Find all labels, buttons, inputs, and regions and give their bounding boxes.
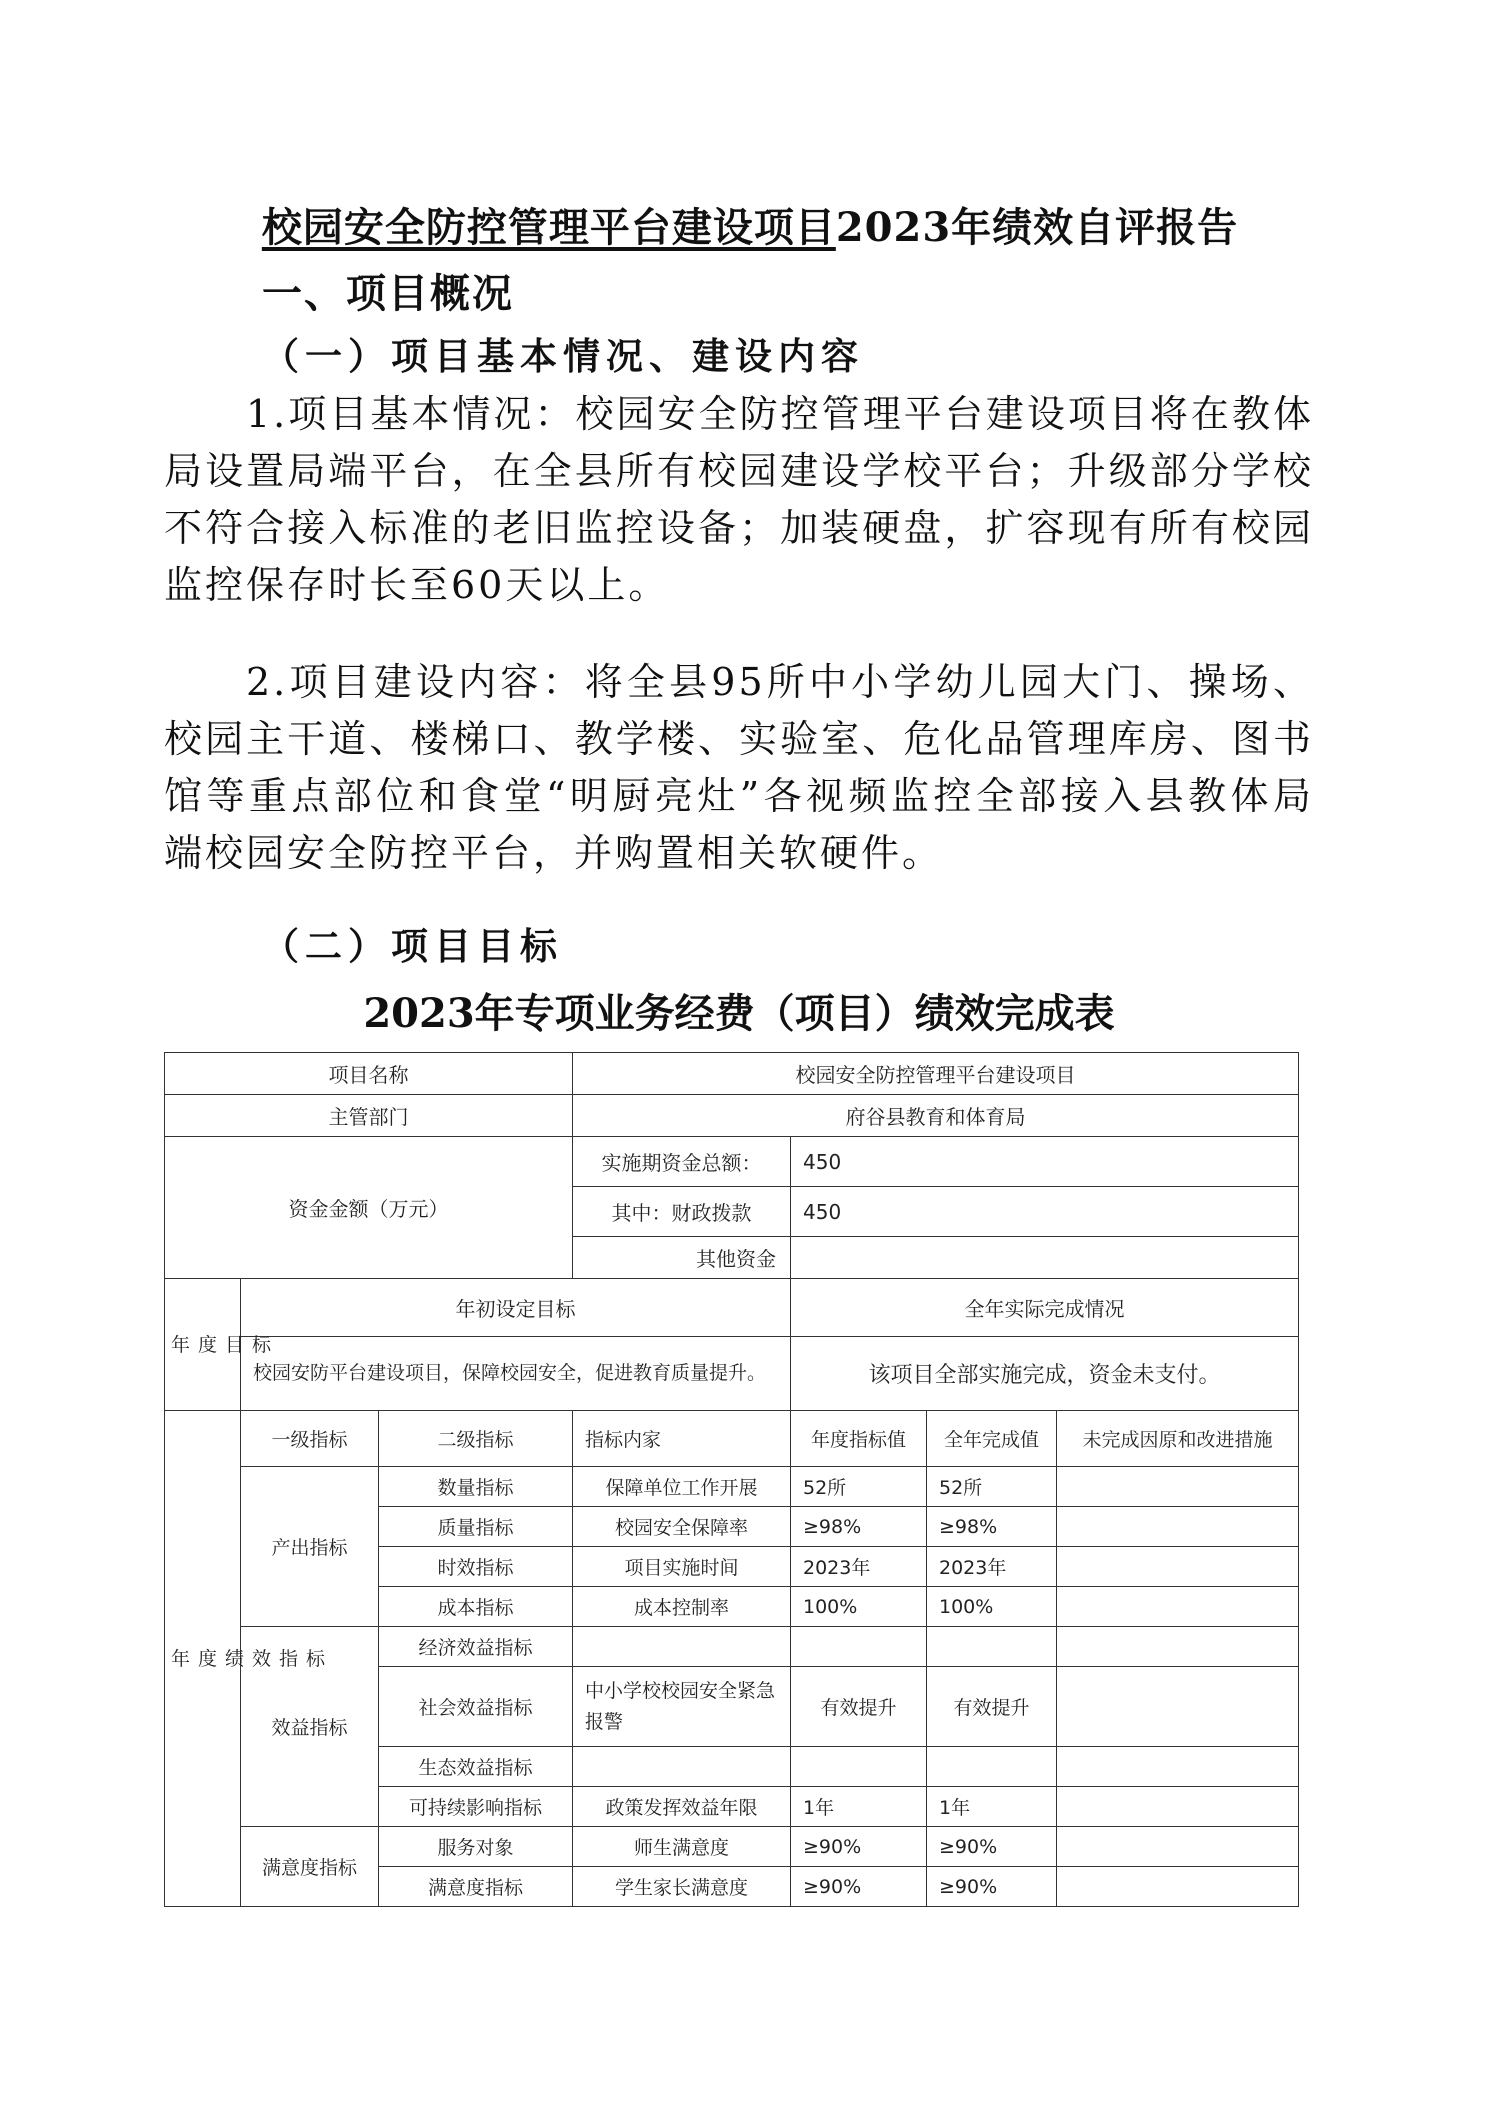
header-note: 未完成因原和改进措施 [1057,1411,1299,1467]
initial-goal-header: 年初设定目标 [241,1279,791,1337]
note-cell [1057,1827,1299,1867]
content-cell: 师生满意度 [573,1827,791,1867]
note-cell [1057,1667,1299,1747]
department-label: 主管部门 [165,1095,573,1137]
project-name-value: 校园安全防控管理平台建设项目 [573,1053,1299,1095]
row-goal-content [165,1337,1299,1411]
annual-goal-label: 年度目标 [165,1279,241,1411]
level2-cell: 满意度指标 [379,1867,573,1907]
actual-cell: 有效提升 [927,1667,1057,1747]
target-cell: 2023年 [791,1547,927,1587]
note-cell [1057,1507,1299,1547]
project-name-label: 项目名称 [165,1053,573,1095]
funds-fiscal-value: 450 [791,1187,1299,1237]
paragraph-basic-info: 1.项目基本情况：校园安全防控管理平台建设项目将在教体局设置局端平台，在全县所有校园建设学校平台；升级部分学校不符合接入标准的老旧监控设备；加装硬盘，扩容现有所有校园监控保存时长至60天以上。 [164,392,1314,607]
actual-cell: 52所 [927,1467,1057,1507]
indicators-label: 年度绩效指标 [165,1411,241,1907]
content-cell: 保障单位工作开展 [573,1467,791,1507]
report-title [200,196,1300,253]
actual-cell [927,1627,1057,1667]
section-heading-overview: 一、项目概况 [262,270,514,317]
funds-total-value: 450 [791,1137,1299,1187]
level2-cell: 成本指标 [379,1587,573,1627]
target-cell: ≥90% [791,1867,927,1907]
level2-cell: 数量指标 [379,1467,573,1507]
target-cell: ≥98% [791,1507,927,1547]
table-row [165,1467,1299,1507]
content-cell: 成本控制率 [573,1587,791,1627]
level2-cell: 经济效益指标 [379,1627,573,1667]
satisfaction-indicator-label: 满意度指标 [241,1827,379,1907]
level2-cell: 时效指标 [379,1547,573,1587]
note-cell [1057,1547,1299,1587]
target-cell [791,1627,927,1667]
level2-cell: 生态效益指标 [379,1747,573,1787]
header-level1: 一级指标 [241,1411,379,1467]
benefit-indicator-label: 效益指标 [241,1627,379,1827]
level2-cell: 社会效益指标 [379,1667,573,1747]
row-goal-headers [165,1279,1299,1337]
note-cell [1057,1627,1299,1667]
content-cell: 中小学校校园安全紧急报警 [573,1667,791,1747]
content-cell: 项目实施时间 [573,1547,791,1587]
table-row [165,1827,1299,1867]
funds-label: 资金金额（万元） [165,1137,573,1279]
target-cell: 100% [791,1587,927,1627]
department-value: 府谷县教育和体育局 [573,1095,1299,1137]
actual-cell: 100% [927,1587,1057,1627]
actual-completion-header: 全年实际完成情况 [791,1279,1299,1337]
target-cell: ≥90% [791,1827,927,1867]
actual-cell: 2023年 [927,1547,1057,1587]
note-cell [1057,1587,1299,1627]
funds-total-label: 实施期资金总额： [573,1137,791,1187]
target-cell: 有效提升 [791,1667,927,1747]
level2-cell: 服务对象 [379,1827,573,1867]
funds-fiscal-label: 其中：财政拨款 [573,1187,791,1237]
row-project-name [165,1053,1299,1095]
content-cell: 学生家长满意度 [573,1867,791,1907]
level2-cell: 质量指标 [379,1507,573,1547]
header-target: 年度指标值 [791,1411,927,1467]
header-level2: 二级指标 [379,1411,573,1467]
funds-other-label: 其他资金 [573,1237,791,1279]
note-cell [1057,1747,1299,1787]
level2-cell: 可持续影响指标 [379,1787,573,1827]
note-cell [1057,1787,1299,1827]
output-indicator-label: 产出指标 [241,1467,379,1627]
report-title-underlined: 校园安全防控管理平台建设项目 [261,204,836,251]
paragraph-construction: 2.项目建设内容：将全县95所中小学幼儿园大门、操场、校园主干道、楼梯口、教学楼、实验室、危化品管理库房、图书馆等重点部位和食堂“明厨亮灶”各视频监控全部接入县教体局端校园安全防控平台，并购置相关软硬件。 [164,660,1314,875]
row-department [165,1095,1299,1137]
actual-cell: ≥90% [927,1827,1057,1867]
target-cell: 1年 [791,1787,927,1827]
actual-cell [927,1747,1057,1787]
header-actual: 全年完成值 [927,1411,1057,1467]
performance-table [164,1052,1299,1907]
report-title-rest: 2023年绩效自评报告 [835,204,1239,251]
target-cell [791,1747,927,1787]
row-indicator-headers [165,1411,1299,1467]
subheading-project-goals: （二）项目目标 [262,924,563,968]
content-cell: 校园安全保障率 [573,1507,791,1547]
funds-other-value [791,1237,1299,1279]
actual-cell: 1年 [927,1787,1057,1827]
row-funds-total [165,1137,1299,1187]
content-cell: 政策发挥效益年限 [573,1787,791,1827]
table-title: 2023年专项业务经费（项目）绩效完成表 [363,990,1115,1037]
table-row [165,1627,1299,1667]
header-content: 指标内家 [573,1411,791,1467]
content-cell [573,1627,791,1667]
content-cell [573,1747,791,1787]
target-cell: 52所 [791,1467,927,1507]
actual-cell: ≥90% [927,1867,1057,1907]
note-cell [1057,1867,1299,1907]
initial-goal-text: 校园安防平台建设项目，保障校园安全，促进教育质量提升。 [241,1337,791,1411]
actual-completion-text: 该项目全部实施完成，资金未支付。 [791,1337,1299,1411]
actual-cell: ≥98% [927,1507,1057,1547]
subheading-basic-info: （一）项目基本情况、建设内容 [262,334,864,378]
note-cell [1057,1467,1299,1507]
